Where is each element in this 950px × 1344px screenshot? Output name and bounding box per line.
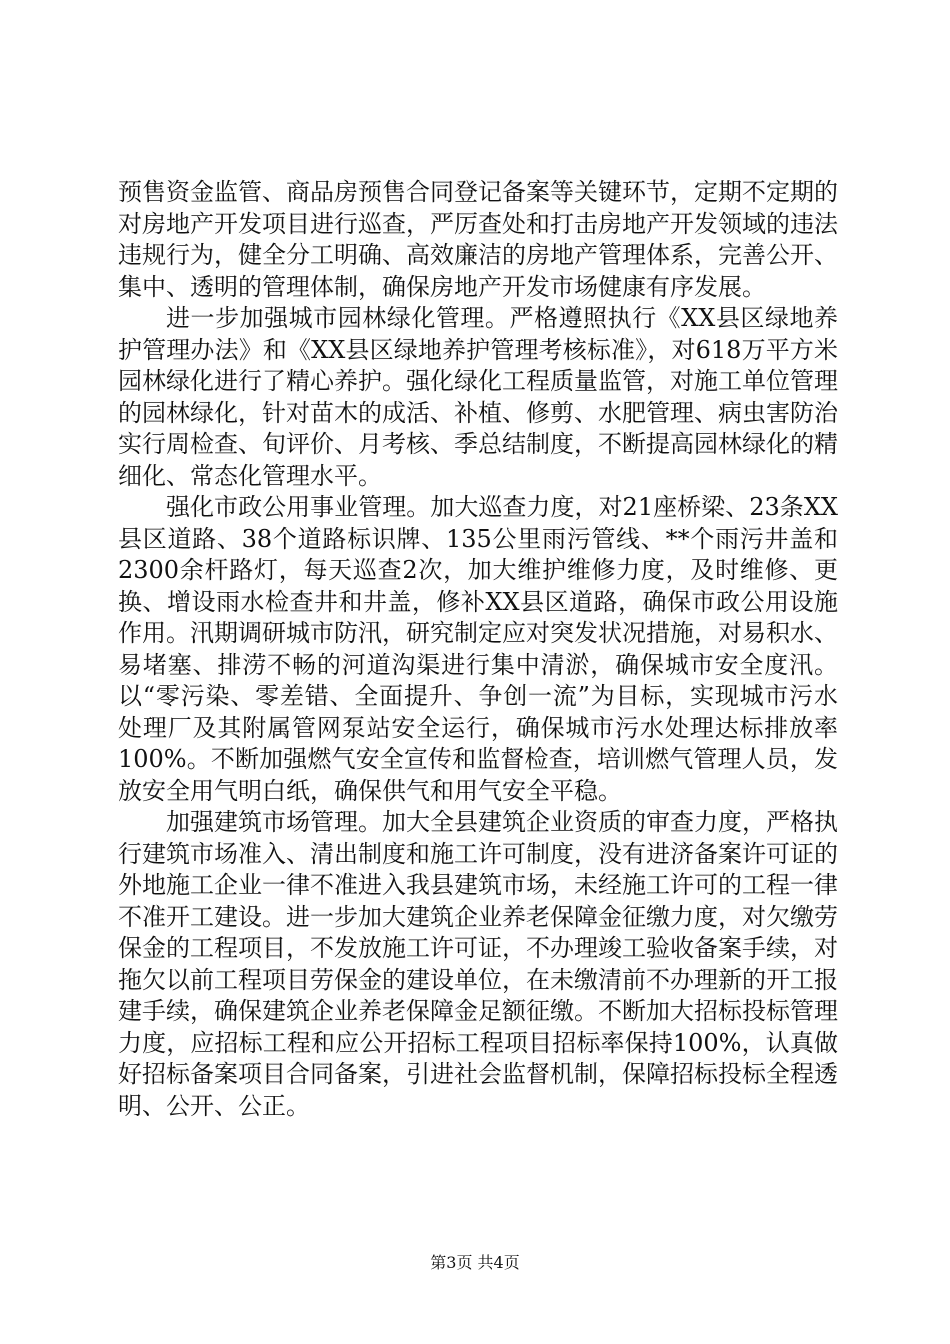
page-number-footer: 第3页 共4页 bbox=[430, 1253, 520, 1272]
paragraph-landscaping-management: 进一步加强城市园林绿化管理。严格遵照执行《XX县区绿地养护管理办法》和《XX县区绿地养护管理考核标准》，对618万平方米园林绿化进行了精心养护。强化绿化工程质量监管，对施工单位管理的园林绿化，针对苗木的成活、补植、修剪、水肥管理、病虫害防治实行周检查、旬评价、月考核、季总结制度，不断提高园林绿化的精细化、常态化管理水平。 bbox=[118, 304, 838, 490]
document-body bbox=[118, 177, 838, 1122]
paragraph-presale-supervision: 预售资金监管、商品房预售合同登记备案等关键环节，定期不定期的对房地产开发项目进行巡查，严厉查处和打击房地产开发领域的违法违规行为，健全分工明确、高效廉洁的房地产管理体系，完善公开、集中、透明的管理体制，确保房地产开发市场健康有序发展。 bbox=[118, 178, 838, 301]
paragraph-construction-market: 加强建筑市场管理。加大全县建筑企业资质的审查力度，严格执行建筑市场准入、清出制度和施工许可制度，没有进济备案许可证的外地施工企业一律不准进入我县建筑市场，未经施工许可的工程一律不准开工建设。进一步加大建筑企业养老保障金征缴力度，对欠缴劳保金的工程项目，不发放施工许可证，不办理竣工验收备案手续，对拖欠以前工程项目劳保金的建设单位，在未缴清前不办理新的开工报建手续，确保建筑企业养老保障金足额征缴。不断加大招标投标管理力度，应招标工程和应公开招标工程项目招标率保持100%，认真做好招标备案项目合同备案，引进社会监督机制，保障招标投标全程透明、公开、公正。 bbox=[118, 808, 838, 1120]
paragraph-municipal-utilities: 强化市政公用事业管理。加大巡查力度，对21座桥梁、23条XX县区道路、38个道路标识牌、135公里雨污管线、**个雨污井盖和2300余杆路灯，每天巡查2次，加大维护维修力度，及时维修、更换、增设雨水检查井和井盖，修补XX县区道路，确保市政公用设施作用。汛期调研城市防汛，研究制定应对突发状况措施，对易积水、易堵塞、排涝不畅的河道沟渠进行集中清淤，确保城市安全度汛。以“零污染、零差错、全面提升、争创一流”为目标，实现城市污水处理厂及其附属管网泵站安全运行，确保城市污水处理达标排放率100%。不断加强燃气安全宣传和监督检查，培训燃气管理人员，发放安全用气明白纸，确保供气和用气安全平稳。 bbox=[118, 493, 838, 805]
